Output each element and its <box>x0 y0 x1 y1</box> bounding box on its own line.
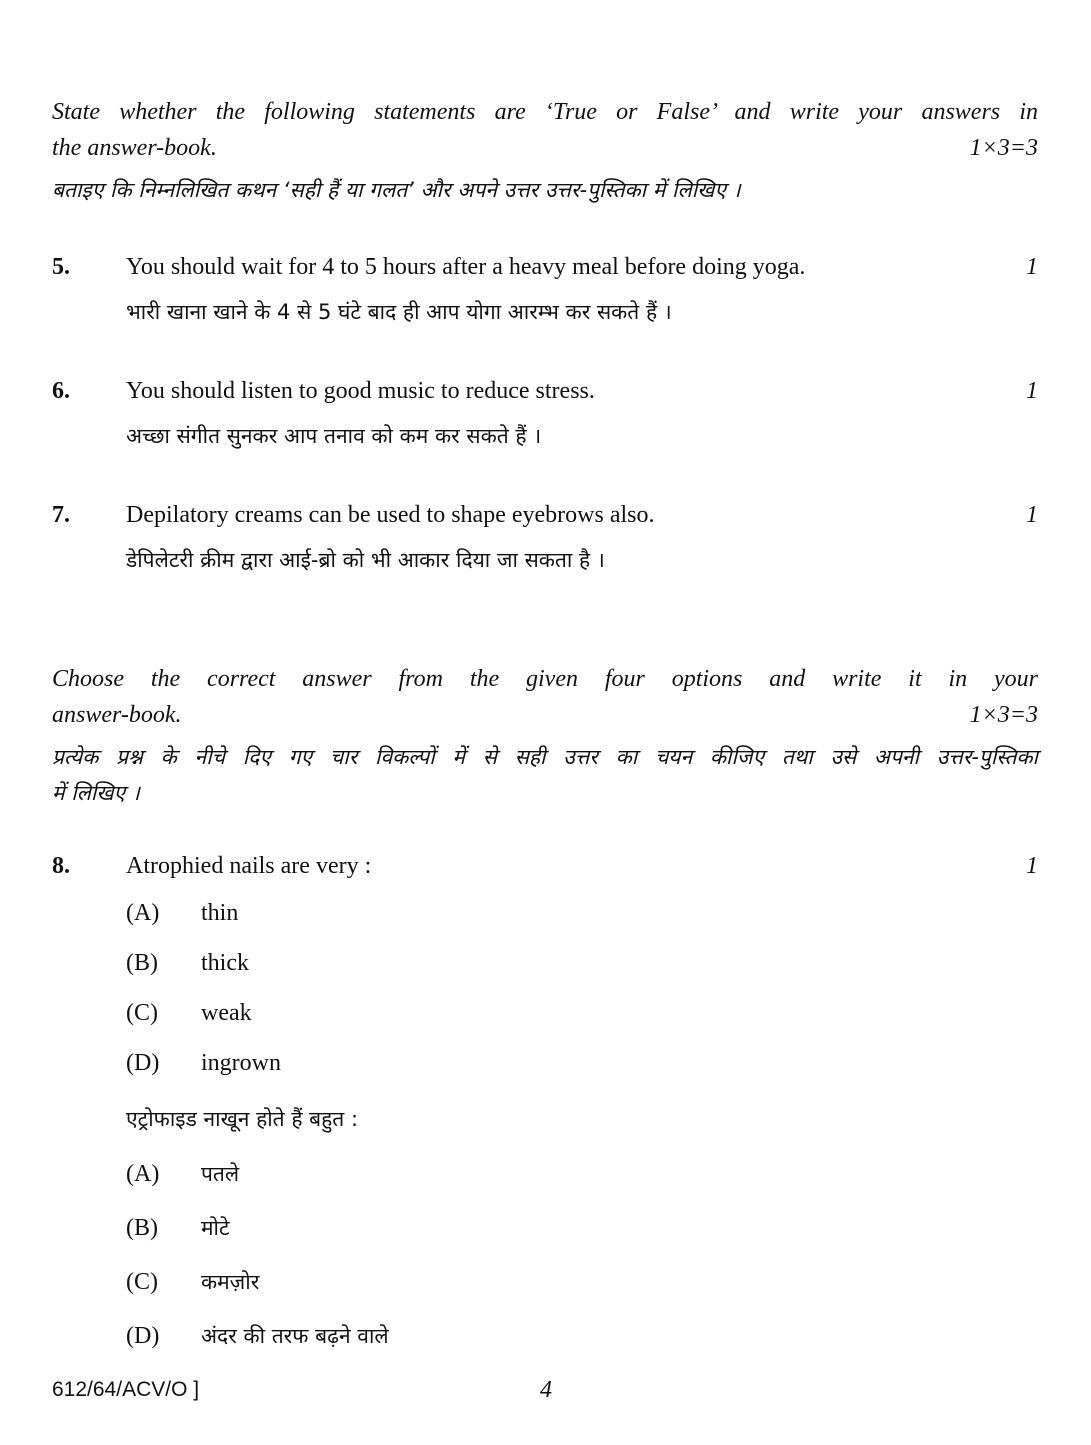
section2-instructions <box>52 661 1038 811</box>
option-c-en <box>126 1000 252 1027</box>
option-text: कमज़ोर <box>201 1270 260 1294</box>
question-number: 5. <box>52 254 70 280</box>
question-5 <box>52 250 1038 330</box>
option-text: अंदर की तरफ बढ़ने वाले <box>201 1324 389 1348</box>
section2-instruction-en-line2: answer-book. <box>52 702 182 728</box>
option-label: (D) <box>126 1050 160 1076</box>
question-text-hindi: डेपिलेटरी क्रीम द्वारा आई-ब्रो को भी आकार दिया जा सकता है । <box>126 548 605 572</box>
question-text: You should listen to good music to reduce stress. <box>126 378 595 404</box>
option-b-hi <box>126 1214 230 1242</box>
question-text-hindi: अच्छा संगीत सुनकर आप तनाव को कम कर सकते हैं । <box>126 424 542 448</box>
section2-instruction-en-line1: Choose the correct answer from the given four options and write it in your <box>52 666 1038 692</box>
question-mark: 1 <box>1026 378 1038 404</box>
section1-instruction-en-line2: the answer-book. <box>52 135 217 161</box>
question-8-stem-hindi: एट्रोफाइड नाखून होते हैं बहुत : <box>126 1107 359 1131</box>
option-label: (A) <box>126 1161 160 1187</box>
option-label: (C) <box>126 1000 158 1026</box>
question-text: You should wait for 4 to 5 hours after a heavy meal before doing yoga. <box>126 254 806 280</box>
option-a-en <box>126 900 238 927</box>
question-number: 7. <box>52 502 70 528</box>
option-b-en <box>126 950 249 977</box>
option-a-hi <box>126 1160 239 1188</box>
question-6 <box>52 374 1038 454</box>
option-label: (A) <box>126 900 160 926</box>
question-text: Atrophied nails are very : <box>126 853 372 879</box>
option-text: मोटे <box>201 1216 230 1240</box>
question-text-hindi: भारी खाना खाने के 4 से 5 घंटे बाद ही आप योगा आरम्भ कर सकते हैं । <box>126 300 672 324</box>
option-label: (B) <box>126 950 158 976</box>
option-text: thin <box>201 900 239 926</box>
option-d-en <box>126 1050 281 1077</box>
option-text: पतले <box>201 1162 240 1186</box>
option-label: (D) <box>126 1323 160 1349</box>
section1-instruction-hi: बताइए कि निम्नलिखित कथन ‘सही हैं या गलत’ और अपने उत्तर उत्तर-पुस्तिका में लिखिए । <box>52 178 741 202</box>
option-label: (B) <box>126 1215 158 1241</box>
page-number: 4 <box>540 1377 552 1403</box>
section2-instruction-hi-line1: प्रत्येक प्रश्न के नीचे दिए गए चार विकल्पों में से सही उत्तर का चयन कीजिए तथा उसे अपनी उत्तर-पुस्तिका <box>52 745 1038 769</box>
option-d-hi <box>126 1322 389 1350</box>
question-number: 6. <box>52 378 70 404</box>
option-text: weak <box>201 1000 252 1026</box>
question-number: 8. <box>52 853 70 879</box>
question-8 <box>52 849 1038 883</box>
section2-instruction-en-line2-row <box>52 697 1038 733</box>
option-text: ingrown <box>201 1050 281 1076</box>
option-text: thick <box>201 950 249 976</box>
option-c-hi <box>126 1268 259 1296</box>
question-mark: 1 <box>1026 853 1038 879</box>
question-text: Depilatory creams can be used to shape eyebrows also. <box>126 502 655 528</box>
section1-instructions <box>52 94 1038 208</box>
section1-instruction-en-line1: State whether the following statements are ‘True or False’ and write your answers in <box>52 99 1038 125</box>
section2-instruction-hi-line2: में लिखिए । <box>52 781 140 805</box>
question-mark: 1 <box>1026 502 1038 528</box>
section2-marks: 1×3=3 <box>969 702 1038 728</box>
option-label: (C) <box>126 1269 158 1295</box>
question-7 <box>52 498 1038 578</box>
paper-code: 612/64/ACV/O ] <box>52 1378 200 1401</box>
section1-instruction-en-line2-row <box>52 130 1038 166</box>
section1-marks: 1×3=3 <box>969 135 1038 161</box>
question-mark: 1 <box>1026 254 1038 280</box>
